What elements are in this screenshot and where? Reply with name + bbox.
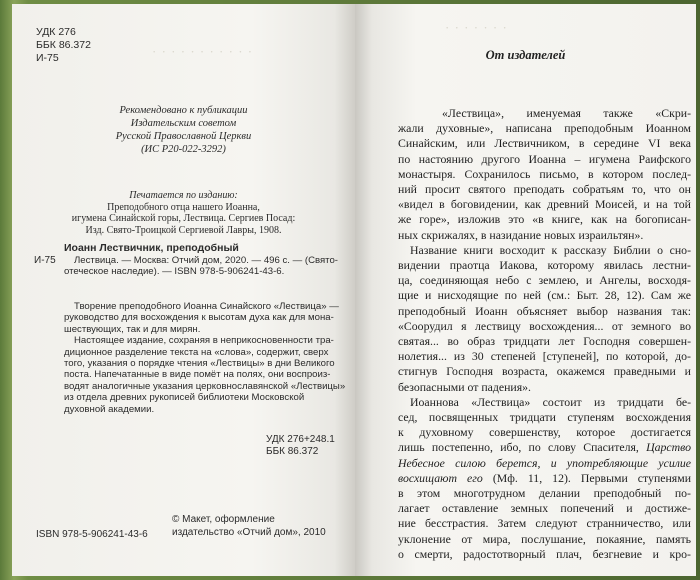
text-line: ние бесстрастия. Затем следуют странничество, или [398, 516, 691, 531]
text-line: святая... во образ тридцати лет Господня совершен- [398, 334, 691, 349]
annotation-line: Настоящее издание, сохраняя в неприкосновенности тра- [74, 335, 334, 347]
text-line: Синайским, или Лествичником, в середине VI века [398, 136, 691, 151]
description-line: отеческое наследие). — ISBN 978-5-906241-43-6. [64, 266, 285, 278]
italic-quote: восхищают его [398, 470, 483, 485]
text-line: о смерти, радостотворный плач, безгневие и кро- [398, 546, 691, 561]
source-edition-line: Преподобного отца нашего Иоанна, [107, 201, 260, 213]
annotation-line: из отдела древних рукописей библиотеки Московской [64, 392, 305, 404]
italic-quote: Царство [646, 440, 691, 455]
isbn: ISBN 978-5-906241-43-6 [36, 529, 148, 540]
bbk-code: ББК 86.372 [36, 39, 91, 51]
catalog-codes [36, 26, 91, 65]
bbk-full: ББК 86.372 [266, 446, 319, 457]
recommendation-line: Русской Православной Церкви [115, 131, 252, 142]
source-edition-line: игумена Синайской горы, Лествица. Сергиев Посад: [71, 213, 296, 224]
annotation-block [64, 301, 345, 415]
text-line: ний просит святого преподать собратьям то, что он [398, 182, 691, 197]
bibliographic-description [64, 255, 338, 278]
text-fragment: лишь постепенно, ибо, по слову Спасителя, [398, 440, 647, 455]
italic-quote: Небесное силою берется, и употребляющие усилие [398, 455, 691, 470]
annotation-line: диционное разделение текста на «слова», содержит, сверх [64, 346, 329, 358]
text-line: щие и нисходящие по ней (см.: Быт. 28, 12). Сам же [398, 288, 691, 303]
annotation-line: шествующих, так и для мирян. [64, 323, 201, 335]
index-code: И-75 [36, 52, 59, 64]
recommendation-line: Издательским советом [130, 118, 237, 129]
text-line: к духовному совершенству, которое достигается [398, 425, 691, 440]
source-edition-line: Изд. Свято-Троицкой Сергиевой Лавры, 1908. [85, 224, 282, 236]
text-line: видении праотца Иакова, которому явилась лестни- [398, 258, 691, 273]
card-index: И-75 [34, 255, 56, 266]
text-line: безопасными от падения». [398, 379, 532, 394]
text-line: уклонение от мира, послушание, покаяние, память [398, 531, 691, 546]
text-line: Иоаннова «Лествица» состоит из тридцати бе- [410, 394, 691, 409]
text-line: лагает оставление земных попечений и достиже- [398, 501, 691, 516]
description-line: Лествица. — Москва: Отчий дом, 2020. — 496 с. — (Свято- [74, 255, 338, 266]
source-edition-line: Печатается по изданию: [129, 190, 238, 201]
copyright-line: © Макет, оформление [172, 514, 275, 525]
preface-text [398, 106, 691, 562]
annotation-line: руководство для восхождения к высотам духа как для мона- [64, 312, 334, 324]
udk-code: УДК 276 [36, 26, 76, 38]
annotation-line: поста. Напечатанные в виде помёт на полях, они воспроиз- [64, 369, 331, 381]
classification-codes [266, 434, 335, 458]
text-line: «Соорудил я лествицу восхождения... от земного во [398, 318, 691, 333]
annotation-line: духовной академии. [64, 403, 155, 415]
annotation-line: того, указания о порядке чтения «Лествицы» в дни Великого [64, 358, 335, 370]
source-edition-block [12, 190, 355, 236]
text-line: Название книги восходит к рассказу Библии о сно- [410, 242, 691, 257]
text-fragment: (Мф. 11, 12). Первыми ступенями [492, 470, 692, 485]
recommendation-line: (ИС Р20-022-3292) [141, 144, 226, 155]
text-line: «видел в боговидении, как древний Моисей, и на той [398, 197, 691, 212]
text-line [398, 456, 691, 471]
show-through-text: · · · · · · · [445, 20, 508, 35]
text-line: ных скрижалях, в назидание новых израильтян». [398, 227, 644, 242]
udk-full: УДК 276+248.1 [266, 434, 335, 445]
text-line: в этом многотрудном делании преподобный по- [398, 486, 691, 501]
recommendation-block [12, 104, 355, 156]
text-line: же горе», изложив это «в книге, как на богописан- [398, 212, 691, 227]
copyright-block [172, 513, 326, 539]
annotation-line: Творение преподобного Иоанна Синайского «Лествица» — [74, 301, 339, 312]
text-line: жали духовные», написана преподобным Иоанном [398, 121, 691, 136]
text-line: ца, соединяющая небо с землею, и Ангелы, восходя- [398, 273, 691, 288]
left-page [12, 4, 355, 576]
show-through-text: · · · · · · · · · · · [152, 44, 254, 59]
text-line: «Лествица», именуемая также «Скри- [442, 106, 691, 120]
annotation-line: водят аналогичные указания церковнославянской «Лествицы» [64, 380, 346, 392]
text-line [398, 440, 691, 455]
author-heading: Иоанн Лествичник, преподобный [64, 242, 239, 254]
text-line: нолетия... из 30 степеней [ступеней], по которой, до- [398, 349, 691, 364]
section-title: От издателей [485, 48, 566, 62]
recommendation-line: Рекомендовано к публикации [119, 105, 248, 116]
text-line: по настоянию другого Иоанна – игумена Раифского [398, 151, 691, 166]
copyright-line: издательство «Отчий дом», 2010 [172, 527, 326, 538]
text-line: сед, посвященных тридцати ступеням восхождения [398, 410, 691, 425]
text-line [398, 471, 691, 486]
text-line: преподобный Иоанн объясняет выбор названия так: [398, 303, 691, 318]
text-line: монастыря. Сохранилось письмо, в котором послед- [398, 166, 691, 181]
open-book [12, 4, 696, 576]
text-line: стигнув Господня возраста, окажемся праведными и [398, 364, 691, 379]
